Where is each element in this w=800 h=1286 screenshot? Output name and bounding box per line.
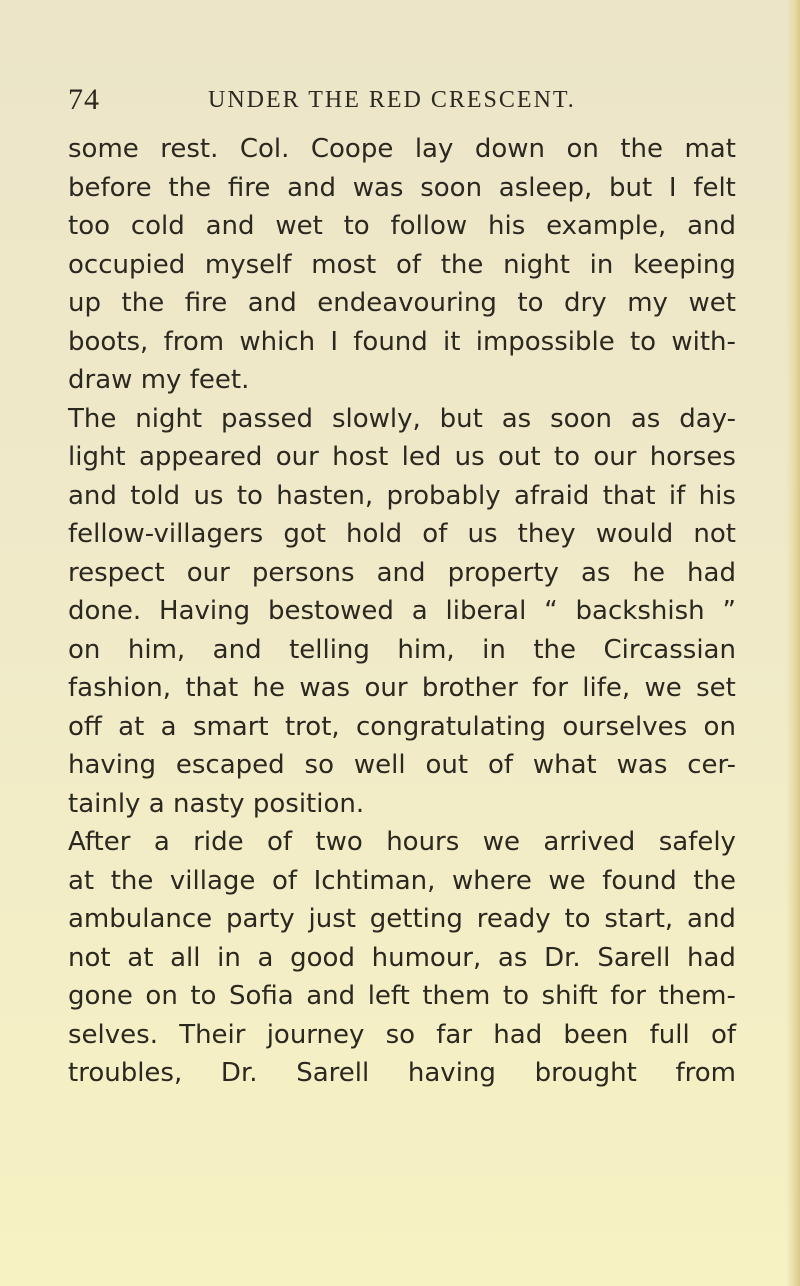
text-line: off at a smart trot, congratulating ourselves on xyxy=(68,711,736,742)
text-line: and told us to hasten, probably afraid that if his xyxy=(68,480,736,511)
body-text xyxy=(68,130,736,1093)
text-line: not at all in a good humour, as Dr. Sarell had xyxy=(68,942,736,973)
page-edge-shading xyxy=(786,0,800,1286)
text-line: fashion, that he was our brother for life, we set xyxy=(68,673,736,703)
text-line: light appeared our host led us out to our horses xyxy=(68,442,736,472)
text-line: respect our persons and property as he had xyxy=(68,557,736,588)
text-line: done. Having bestowed a liberal “ backshish ” xyxy=(68,596,736,626)
text-line: before the fire and was soon asleep, but I felt xyxy=(68,172,736,203)
text-line: draw my feet. xyxy=(68,365,250,395)
running-title: UNDER THE RED CRESCENT. xyxy=(208,87,576,113)
running-header xyxy=(68,80,728,120)
text-line: some rest. Col. Coope lay down on the mat xyxy=(68,134,736,164)
text-line: at the village of Ichtiman, where we found the xyxy=(68,865,736,896)
text-line: boots, from which I found it impossible to with- xyxy=(68,326,736,357)
text-line: The night passed slowly, but as soon as day- xyxy=(68,403,736,434)
text-line: up the fire and endeavouring to dry my wet xyxy=(68,288,736,318)
text-line: on him, and telling him, in the Circassian xyxy=(68,634,736,665)
text-line: too cold and wet to follow his example, and xyxy=(68,211,736,241)
text-line: fellow-villagers got hold of us they would not xyxy=(68,519,736,549)
text-line: After a ride of two hours we arrived safely xyxy=(68,827,736,857)
text-line: tainly a nasty position. xyxy=(68,788,365,819)
text-line: ambulance party just getting ready to start, and xyxy=(68,904,736,934)
text-line: troubles, Dr. Sarell having brought from xyxy=(68,1058,736,1088)
text-line: gone on to Sofia and left them to shift for them- xyxy=(68,981,736,1011)
text-line: occupied myself most of the night in keeping xyxy=(68,249,736,280)
text-line: selves. Their journey so far had been full of xyxy=(68,1019,736,1050)
text-line: having escaped so well out of what was cer- xyxy=(68,750,736,780)
page-number: 74 xyxy=(68,83,100,116)
